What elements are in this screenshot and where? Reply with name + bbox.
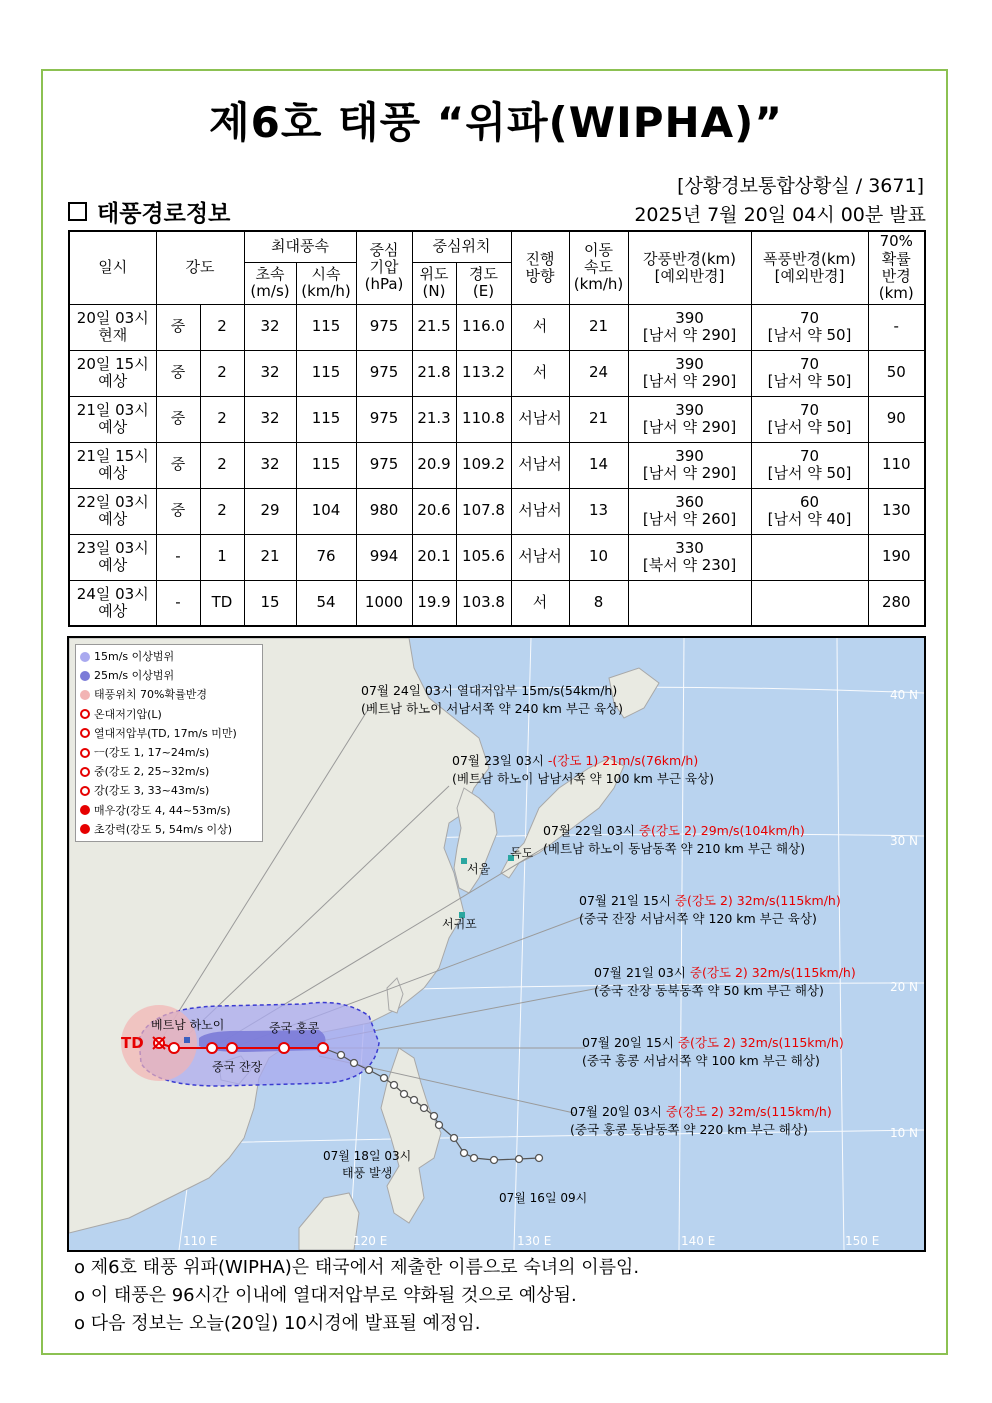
header-time: 일시 bbox=[69, 231, 156, 304]
header-ms: 초속 (m/s) bbox=[244, 262, 296, 304]
map-legend bbox=[75, 644, 263, 842]
legend-item bbox=[80, 781, 258, 800]
table-row bbox=[69, 442, 925, 488]
section-heading bbox=[68, 195, 230, 228]
annotation-time: 07월 24일 03시 열대저압부 15m/s(54km/h) bbox=[361, 683, 618, 698]
cell-kmh: 115 bbox=[296, 350, 356, 396]
lat-10: 10 N bbox=[889, 1126, 918, 1140]
legend-label: 중(강도 2, 25~32m/s) bbox=[94, 765, 210, 779]
city-marker-icon bbox=[184, 1037, 190, 1043]
cell-spd: 24 bbox=[569, 350, 628, 396]
legend-item bbox=[80, 820, 258, 839]
start-label: 07월 16일 09시 bbox=[499, 1191, 588, 1205]
annotation-line1 bbox=[579, 892, 841, 910]
lon-110: 110 E bbox=[183, 1234, 218, 1248]
past-position-marker bbox=[471, 1155, 478, 1162]
cell-cat: - bbox=[156, 534, 200, 580]
table-row bbox=[69, 304, 925, 350]
legend-item bbox=[80, 685, 258, 704]
legend-item bbox=[80, 743, 258, 762]
cell-time: 20일 03시 현재 bbox=[69, 304, 156, 350]
past-position-marker bbox=[391, 1082, 398, 1089]
typhoon-symbol-icon bbox=[80, 728, 90, 738]
header-speed: 이동 속도 (km/h) bbox=[569, 231, 628, 304]
annotation-location: (중국 홍콩 동남동쪽 약 220 km 부근 해상) bbox=[570, 1122, 808, 1137]
note-1: o 제6호 태풍 위파(WIPHA)은 태국에서 제출한 이름으로 숙녀의 이름임. bbox=[74, 1257, 640, 1278]
track-annotation bbox=[452, 752, 714, 788]
note-3: o 다음 정보는 오늘(20일) 10시경에 발표될 예정임. bbox=[74, 1313, 481, 1334]
legend-label: 25m/s 이상범위 bbox=[94, 669, 175, 683]
typhoon-track-map bbox=[67, 636, 926, 1252]
annotation-time: 07월 22일 03시 bbox=[543, 823, 639, 838]
past-position-marker bbox=[491, 1157, 498, 1164]
cell-dir: 서남서 bbox=[511, 442, 569, 488]
lon-130: 130 E bbox=[517, 1234, 552, 1248]
cell-storm: 390 [남서 약 290] bbox=[628, 350, 751, 396]
cell-time: 22일 03시 예상 bbox=[69, 488, 156, 534]
cell-hpa: 975 bbox=[356, 396, 412, 442]
past-position-marker bbox=[451, 1135, 458, 1142]
legend-item bbox=[80, 801, 258, 820]
cell-lat: 20.6 bbox=[412, 488, 456, 534]
header-direction: 진행 방향 bbox=[511, 231, 569, 304]
place-dokdo: 독도 bbox=[510, 846, 534, 860]
table-row bbox=[69, 580, 925, 626]
place-hanoi: 베트남 하노이 bbox=[151, 1018, 225, 1032]
legend-label: 온대저기압(L) bbox=[94, 707, 162, 721]
cell-prob: 130 bbox=[868, 488, 925, 534]
legend-item bbox=[80, 762, 258, 781]
cell-lat: 20.1 bbox=[412, 534, 456, 580]
cell-lat: 21.3 bbox=[412, 396, 456, 442]
past-position-marker bbox=[536, 1155, 543, 1162]
cell-grade: 1 bbox=[200, 534, 244, 580]
genesis-text: 태풍 발생 bbox=[342, 1166, 393, 1180]
track-annotation bbox=[543, 822, 805, 858]
cell-kmh: 76 bbox=[296, 534, 356, 580]
legend-item bbox=[80, 724, 258, 743]
cell-ms: 21 bbox=[244, 534, 296, 580]
annotation-time: 07월 20일 03시 bbox=[570, 1104, 666, 1119]
past-position-marker bbox=[431, 1113, 438, 1120]
cell-lon: 109.2 bbox=[456, 442, 511, 488]
annotation-line1 bbox=[594, 964, 856, 982]
page-title: 제6호 태풍 “위파(WIPHA)” bbox=[209, 98, 783, 147]
cell-cat: 중 bbox=[156, 304, 200, 350]
cell-gale: 70 [남서 약 50] bbox=[751, 396, 868, 442]
cell-cat: 중 bbox=[156, 350, 200, 396]
legend-label: 태풍위치 70%확률반경 bbox=[94, 688, 207, 702]
legend-item bbox=[80, 666, 258, 685]
cell-prob: 190 bbox=[868, 534, 925, 580]
legend-label: 15m/s 이상범위 bbox=[94, 650, 175, 663]
cell-hpa: 1000 bbox=[356, 580, 412, 626]
typhoon-symbol-icon bbox=[80, 805, 90, 815]
cell-lon: 113.2 bbox=[456, 350, 511, 396]
cell-storm: 330 [북서 약 230] bbox=[628, 534, 751, 580]
header-prob-radius: 70% 확률 반경 (km) bbox=[868, 231, 925, 304]
cell-time: 21일 03시 예상 bbox=[69, 396, 156, 442]
typhoon-symbol-icon bbox=[80, 767, 90, 777]
cell-cat: 중 bbox=[156, 442, 200, 488]
cell-lon: 103.8 bbox=[456, 580, 511, 626]
annotation-intensity: 중(강도 2) 32m/s(115km/h) bbox=[689, 965, 856, 980]
td-marker-label: TD bbox=[121, 1034, 144, 1052]
header-lat: 위도 (N) bbox=[412, 262, 456, 304]
annotation-time: 07월 21일 15시 bbox=[579, 893, 675, 908]
annotation-location: (중국 잔장 서남서쪽 약 120 km 부근 육상) bbox=[579, 911, 817, 926]
annotation-location: (베트남 하노이 서남서쪽 약 240 km 부근 육상) bbox=[361, 701, 623, 716]
cell-dir: 서 bbox=[511, 350, 569, 396]
track-annotation bbox=[361, 682, 623, 718]
cell-storm bbox=[628, 580, 751, 626]
legend-label: 매우강(강도 4, 44~53m/s) bbox=[94, 803, 231, 817]
annotation-line1 bbox=[570, 1103, 832, 1121]
cell-spd: 21 bbox=[569, 396, 628, 442]
cell-spd: 21 bbox=[569, 304, 628, 350]
past-position-marker bbox=[338, 1052, 345, 1059]
annotation-intensity: -(강도 1) 21m/s(76km/h) bbox=[547, 753, 699, 768]
cell-spd: 10 bbox=[569, 534, 628, 580]
typhoon-symbol-icon bbox=[80, 748, 90, 758]
notes bbox=[74, 1254, 639, 1338]
cell-ms: 32 bbox=[244, 396, 296, 442]
cell-lat: 21.8 bbox=[412, 350, 456, 396]
cell-kmh: 115 bbox=[296, 304, 356, 350]
header-pressure: 중심 기압 (hPa) bbox=[356, 231, 412, 304]
cell-kmh: 104 bbox=[296, 488, 356, 534]
genesis-date: 07월 18일 03시 bbox=[323, 1149, 412, 1163]
circle-icon bbox=[80, 690, 90, 700]
cell-kmh: 54 bbox=[296, 580, 356, 626]
past-position-marker bbox=[436, 1122, 443, 1129]
annotation-time: 07월 23일 03시 bbox=[452, 753, 548, 768]
cell-time: 23일 03시 예상 bbox=[69, 534, 156, 580]
past-position-marker bbox=[421, 1105, 428, 1112]
annotation-location: (중국 잔장 동북동쪽 약 50 km 부근 해상) bbox=[594, 983, 824, 998]
lat-40: 40 N bbox=[889, 688, 918, 702]
cell-hpa: 975 bbox=[356, 442, 412, 488]
lon-140: 140 E bbox=[681, 1234, 716, 1248]
table-row bbox=[69, 350, 925, 396]
cell-ms: 32 bbox=[244, 304, 296, 350]
annotation-location: (베트남 하노이 동남동쪽 약 210 km 부근 해상) bbox=[543, 841, 805, 856]
cell-time: 21일 15시 예상 bbox=[69, 442, 156, 488]
cell-storm: 390 [남서 약 290] bbox=[628, 396, 751, 442]
annotation-intensity: 중(강도 2) 32m/s(115km/h) bbox=[674, 893, 841, 908]
cell-gale: 70 [남서 약 50] bbox=[751, 442, 868, 488]
issue-time: 2025년 7월 20일 04시 00분 발표 bbox=[634, 204, 926, 226]
cell-grade: 2 bbox=[200, 304, 244, 350]
cell-hpa: 975 bbox=[356, 350, 412, 396]
annotation-intensity: 중(강도 2) 29m/s(104km/h) bbox=[638, 823, 805, 838]
forecast-position-marker bbox=[227, 1043, 237, 1053]
cell-storm: 390 [남서 약 290] bbox=[628, 442, 751, 488]
cell-prob: 90 bbox=[868, 396, 925, 442]
track-annotation bbox=[594, 964, 856, 1000]
cell-gale: 70 [남서 약 50] bbox=[751, 304, 868, 350]
cell-prob: - bbox=[868, 304, 925, 350]
cell-storm: 360 [남서 약 260] bbox=[628, 488, 751, 534]
annotation-time: 07월 21일 03시 bbox=[594, 965, 690, 980]
cell-time: 24일 03시 예상 bbox=[69, 580, 156, 626]
legend-label: 강(강도 3, 33~43m/s) bbox=[94, 784, 210, 798]
cell-prob: 110 bbox=[868, 442, 925, 488]
note-2: o 이 태풍은 96시간 이내에 열대저압부로 약화될 것으로 예상됨. bbox=[74, 1285, 577, 1306]
cell-gale bbox=[751, 580, 868, 626]
cell-grade: 2 bbox=[200, 442, 244, 488]
lon-120: 120 E bbox=[353, 1234, 388, 1248]
table-row bbox=[69, 534, 925, 580]
circle-icon bbox=[80, 671, 90, 681]
past-position-marker bbox=[401, 1091, 408, 1098]
past-position-marker bbox=[351, 1060, 358, 1067]
cell-lon: 110.8 bbox=[456, 396, 511, 442]
track-annotation bbox=[579, 892, 841, 928]
forecast-position-marker bbox=[318, 1043, 328, 1053]
cell-dir: 서남서 bbox=[511, 488, 569, 534]
place-seogwipo: 서귀포 bbox=[442, 917, 477, 931]
typhoon-symbol-icon bbox=[80, 786, 90, 796]
past-position-marker bbox=[461, 1150, 468, 1157]
legend-item bbox=[80, 647, 258, 666]
lat-30: 30 N bbox=[889, 834, 918, 848]
lat-20: 20 N bbox=[889, 980, 918, 994]
cell-kmh: 115 bbox=[296, 396, 356, 442]
header-strength: 강도 bbox=[156, 231, 244, 304]
place-zhanjiang: 중국 잔장 bbox=[212, 1060, 263, 1074]
annotation-line1 bbox=[582, 1034, 844, 1052]
cell-prob: 280 bbox=[868, 580, 925, 626]
legend-label: 초강력(강도 5, 54m/s 이상) bbox=[94, 822, 233, 836]
annotation-line1 bbox=[543, 822, 805, 840]
cell-grade: TD bbox=[200, 580, 244, 626]
cell-time: 20일 15시 예상 bbox=[69, 350, 156, 396]
cell-dir: 서 bbox=[511, 580, 569, 626]
header-maxwind: 최대풍속 bbox=[244, 231, 356, 262]
cell-hpa: 975 bbox=[356, 304, 412, 350]
checkbox-icon bbox=[68, 202, 87, 221]
cell-grade: 2 bbox=[200, 488, 244, 534]
header-center: 중심위치 bbox=[412, 231, 511, 262]
track-annotation bbox=[570, 1103, 832, 1139]
track-annotation bbox=[582, 1034, 844, 1070]
place-seoul: 서울 bbox=[467, 862, 491, 876]
cell-lon: 105.6 bbox=[456, 534, 511, 580]
header-lon: 경도 (E) bbox=[456, 262, 511, 304]
table-row bbox=[69, 396, 925, 442]
forecast-position-marker bbox=[279, 1043, 289, 1053]
lon-150: 150 E bbox=[845, 1234, 880, 1248]
annotation-time: 07월 20일 15시 bbox=[582, 1035, 678, 1050]
typhoon-symbol-icon bbox=[80, 709, 90, 719]
typhoon-symbol-icon bbox=[80, 824, 90, 834]
annotation-intensity: 중(강도 2) 32m/s(115km/h) bbox=[665, 1104, 832, 1119]
cell-gale: 60 [남서 약 40] bbox=[751, 488, 868, 534]
cell-ms: 32 bbox=[244, 442, 296, 488]
cell-lat: 21.5 bbox=[412, 304, 456, 350]
cell-dir: 서남서 bbox=[511, 396, 569, 442]
place-hongkong: 중국 홍콩 bbox=[269, 1021, 320, 1035]
annotation-line1 bbox=[361, 682, 623, 700]
forecast-position-marker bbox=[207, 1043, 217, 1053]
cell-ms: 32 bbox=[244, 350, 296, 396]
cell-ms: 15 bbox=[244, 580, 296, 626]
genesis-label bbox=[323, 1148, 411, 1182]
cell-dir: 서 bbox=[511, 304, 569, 350]
header-storm-radius: 강풍반경(km) [예외반경] bbox=[628, 231, 751, 304]
legend-item bbox=[80, 705, 258, 724]
past-position-marker bbox=[366, 1067, 373, 1074]
cell-spd: 14 bbox=[569, 442, 628, 488]
section-title: 태풍경로정보 bbox=[97, 201, 231, 227]
past-position-marker bbox=[411, 1097, 418, 1104]
circle-icon bbox=[80, 652, 90, 662]
header-gale-radius: 폭풍반경(km) [예외반경] bbox=[751, 231, 868, 304]
cell-hpa: 994 bbox=[356, 534, 412, 580]
cell-cat: 중 bbox=[156, 396, 200, 442]
cell-ms: 29 bbox=[244, 488, 296, 534]
cell-cat: 중 bbox=[156, 488, 200, 534]
cell-lon: 107.8 bbox=[456, 488, 511, 534]
cell-dir: 서남서 bbox=[511, 534, 569, 580]
cell-storm: 390 [남서 약 290] bbox=[628, 304, 751, 350]
cell-gale bbox=[751, 534, 868, 580]
cell-gale: 70 [남서 약 50] bbox=[751, 350, 868, 396]
cell-grade: 2 bbox=[200, 350, 244, 396]
annotation-location: (베트남 하노이 남남서쪽 약 100 km 부근 육상) bbox=[452, 771, 714, 786]
cell-lon: 116.0 bbox=[456, 304, 511, 350]
cell-spd: 8 bbox=[569, 580, 628, 626]
department: [상황경보통합상황실 / 3671] bbox=[677, 175, 924, 197]
cell-spd: 13 bbox=[569, 488, 628, 534]
annotation-line1 bbox=[452, 752, 714, 770]
legend-label: ㅡ(강도 1, 17~24m/s) bbox=[94, 746, 210, 760]
cell-grade: 2 bbox=[200, 396, 244, 442]
annotation-location: (중국 홍콩 서남서쪽 약 100 km 부근 해상) bbox=[582, 1053, 820, 1068]
header-kmh: 시속 (km/h) bbox=[296, 262, 356, 304]
forecast-position-marker bbox=[169, 1043, 179, 1053]
cell-lat: 19.9 bbox=[412, 580, 456, 626]
annotation-intensity: 중(강도 2) 32m/s(115km/h) bbox=[677, 1035, 844, 1050]
table-row bbox=[69, 488, 925, 534]
past-position-marker bbox=[516, 1156, 523, 1163]
cell-kmh: 115 bbox=[296, 442, 356, 488]
cell-hpa: 980 bbox=[356, 488, 412, 534]
cell-cat: - bbox=[156, 580, 200, 626]
cell-prob: 50 bbox=[868, 350, 925, 396]
legend-label: 열대저압부(TD, 17m/s 미만) bbox=[94, 726, 237, 740]
past-position-marker bbox=[381, 1075, 388, 1082]
cell-lat: 20.9 bbox=[412, 442, 456, 488]
track-table bbox=[68, 230, 926, 627]
